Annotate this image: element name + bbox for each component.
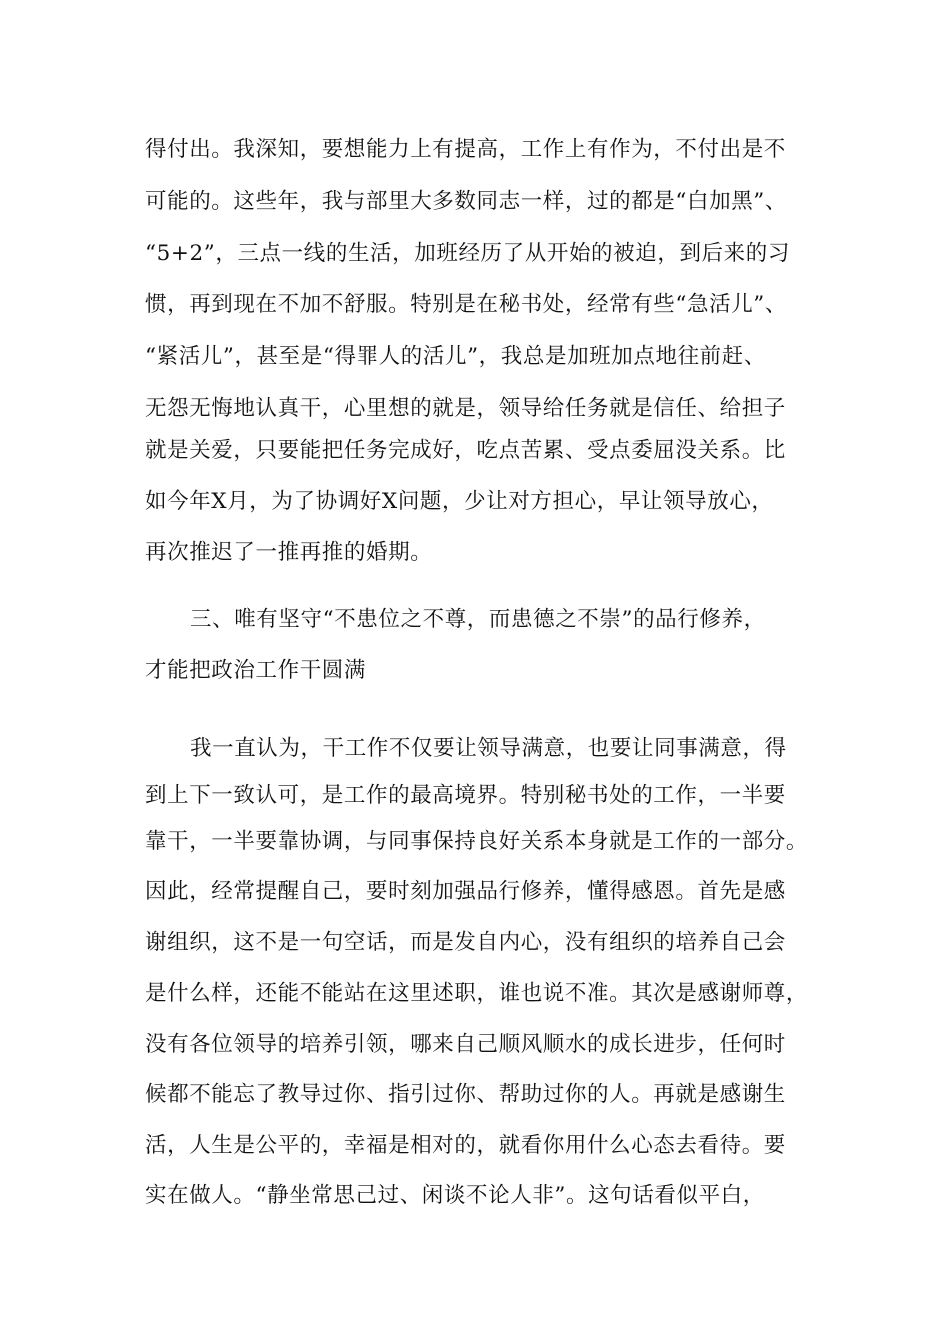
paragraph-line: 无怨无悔地认真干，心里想的就是，领导给任务就是信任、给担子 xyxy=(145,396,786,421)
paragraph-line: 靠干，一半要靠协调，与同事保持良好关系本身就是工作的一部分。 xyxy=(145,829,809,854)
heading-line: 三、唯有坚守“不患位之不尊，而患德之不崇”的品行修养， xyxy=(190,607,766,632)
paragraph-line: 惯，再到现在不加不舒服。特别是在秘书处，经常有些“急活儿”、 xyxy=(145,292,787,317)
paragraph-line: 实在做人。“静坐常思己过、闲谈不论人非”。这句话看似平白， xyxy=(145,1183,765,1208)
paragraph-line: “紧活儿”，甚至是“得罪人的活儿”，我总是加班加点地往前赶、 xyxy=(145,344,766,369)
paragraph-line: 可能的。这些年，我与部里大多数同志一样，过的都是“白加黑”、 xyxy=(145,189,787,214)
paragraph-line: 活，人生是公平的，幸福是相对的，就看你用什么心态去看待。要 xyxy=(145,1133,786,1158)
paragraph-line: 就是关爱，只要能把任务完成好，吃点苦累、受点委屈没关系。比 xyxy=(145,438,786,463)
heading-line: 才能把政治工作干圆满 xyxy=(145,658,367,683)
paragraph-line: 得付出。我深知，要想能力上有提高，工作上有作为，不付出是不 xyxy=(145,137,786,162)
paragraph-line: 如今年X月，为了协调好X问题，少让对方担心，早让领导放心， xyxy=(145,489,774,514)
paragraph-line: 我一直认为，干工作不仅要让领导满意，也要让同事满意，得 xyxy=(190,736,787,761)
paragraph-line: 谢组织，这不是一句空话，而是发自内心，没有组织的培养自己会 xyxy=(145,930,786,955)
paragraph-line: 因此，经常提醒自己，要时刻加强品行修养，懂得感恩。首先是感 xyxy=(145,879,786,904)
paragraph-line: “5+2”，三点一线的生活，加班经历了从开始的被迫，到后来的习 xyxy=(145,241,790,266)
paragraph-line: 到上下一致认可，是工作的最高境界。特别秘书处的工作，一半要 xyxy=(145,783,786,808)
paragraph-line: 没有各位领导的培养引领，哪来自己顺风顺水的成长进步，任何时 xyxy=(145,1032,786,1057)
paragraph-line: 候都不能忘了教导过你、指引过你、帮助过你的人。再就是感谢生 xyxy=(145,1082,786,1107)
paragraph-line: 再次推迟了一推再推的婚期。 xyxy=(145,540,433,565)
paragraph-line: 是什么样，还能不能站在这里述职，谁也说不准。其次是感谢师尊， xyxy=(145,981,809,1006)
